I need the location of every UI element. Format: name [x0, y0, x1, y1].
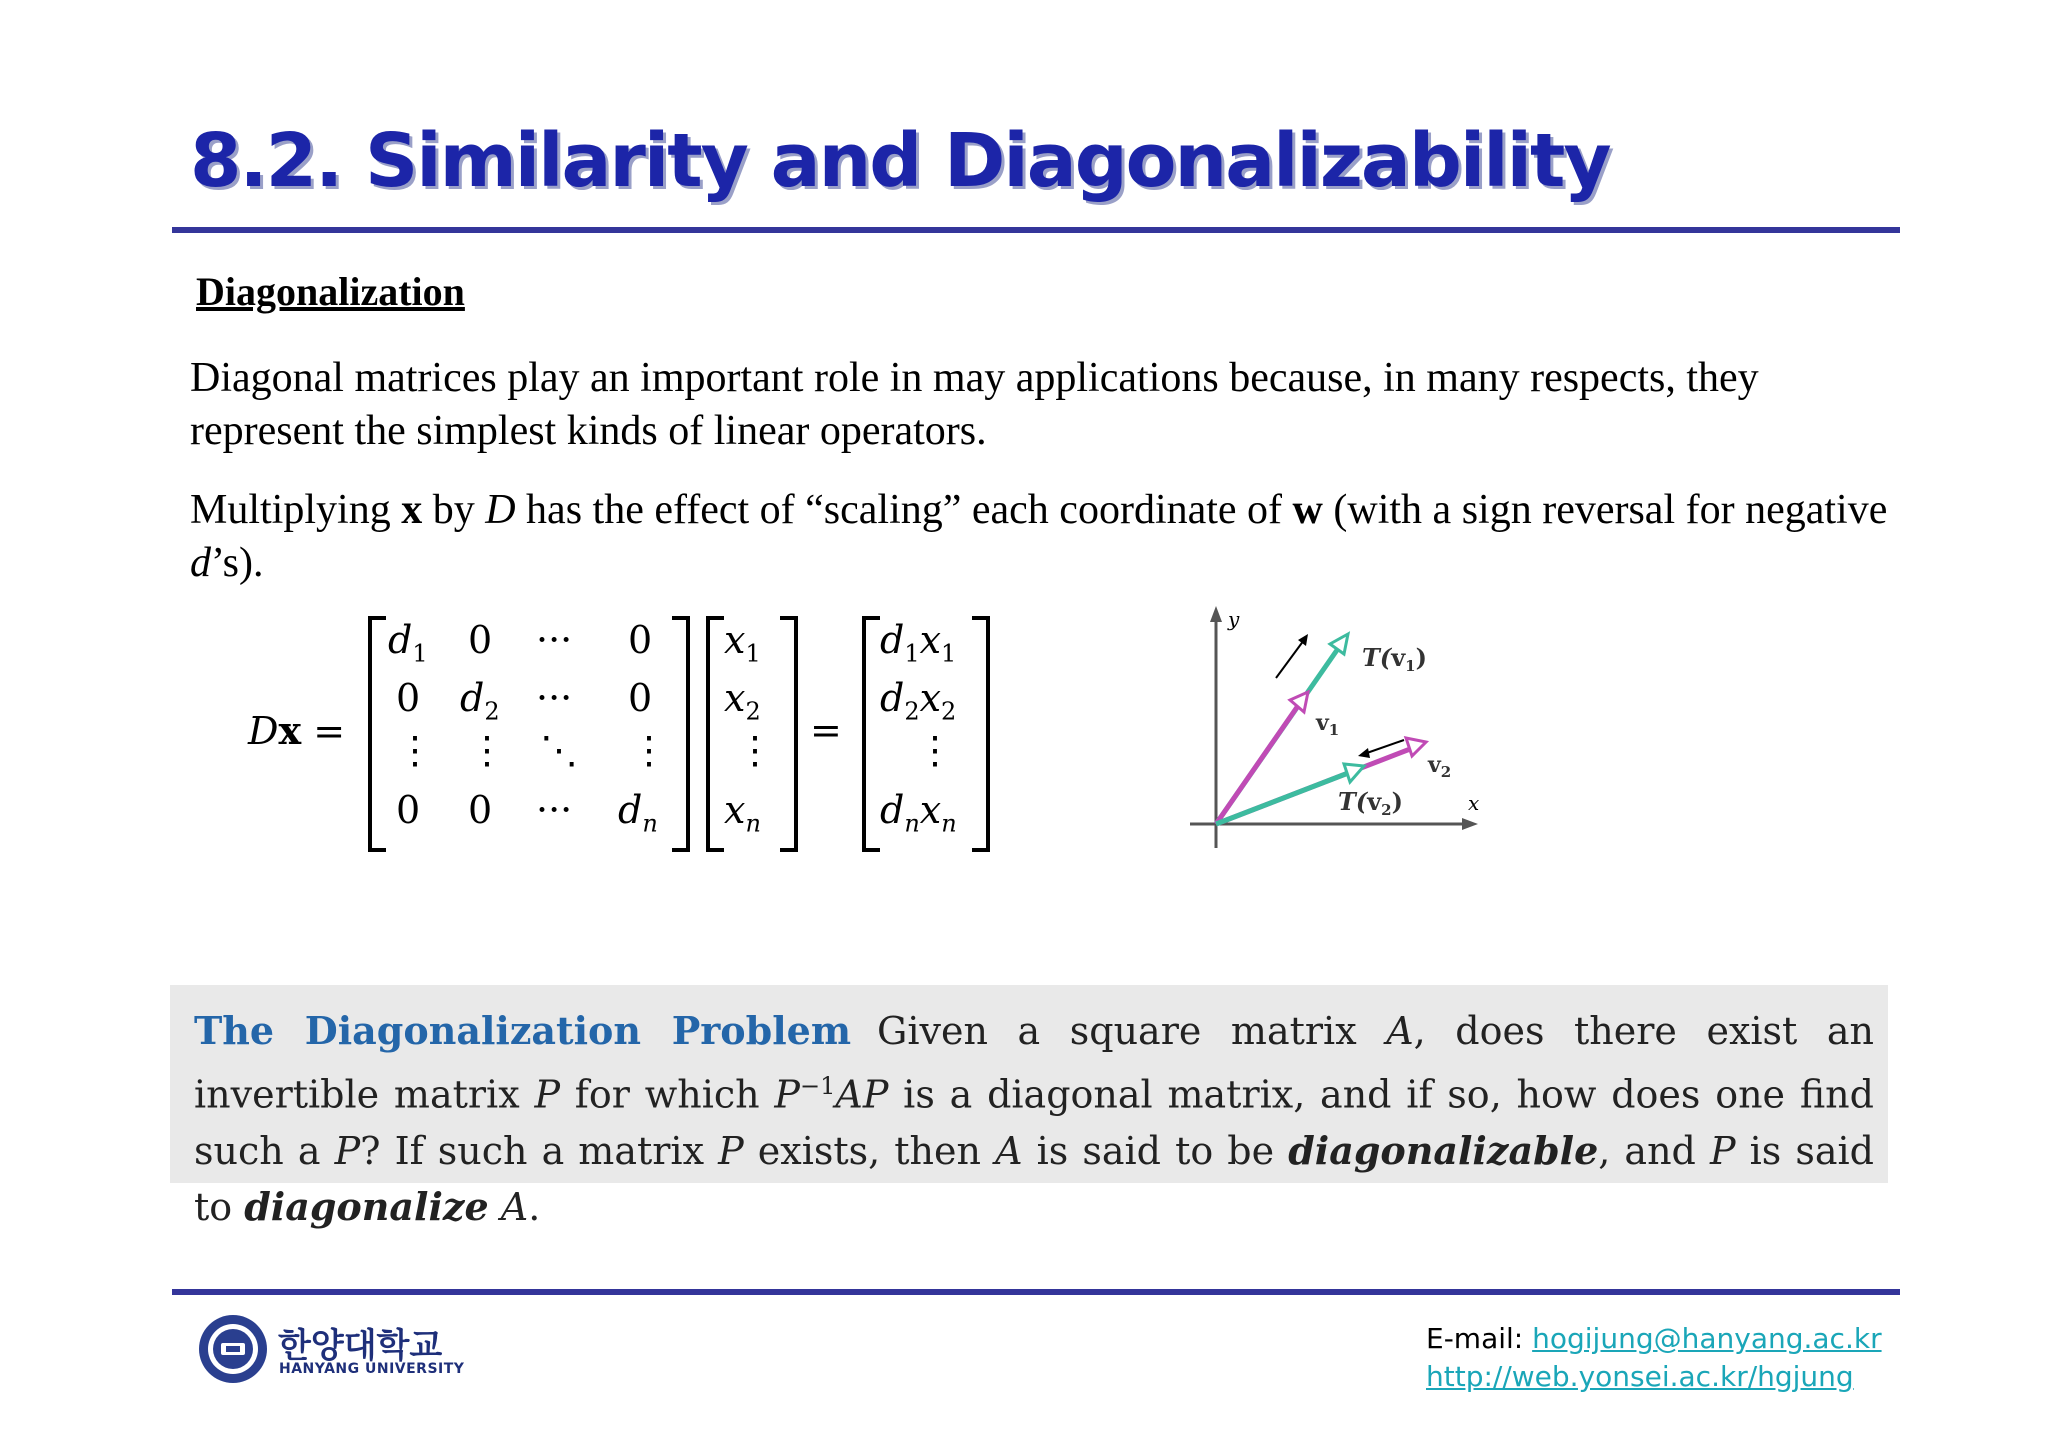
result-cell: $d_2x_2$: [880, 676, 957, 726]
matrix-d-cell: $d_2$: [460, 676, 500, 726]
website-line: [1426, 1358, 1882, 1396]
matrix-d-left-bracket: [368, 616, 386, 852]
term-diagonalizable: diagonalizable: [1288, 1127, 1599, 1173]
diagonal-equation: [240, 610, 1000, 860]
x-axis-label: x: [1468, 791, 1480, 815]
matrix-d-cell: 0: [468, 788, 493, 832]
Tv1-arrowhead: [1330, 634, 1348, 654]
v1-label: $v_1$: [1316, 710, 1340, 739]
result-cell: ⋮: [916, 728, 954, 772]
university-name-english: HANYANG UNIVERSITY: [279, 1361, 465, 1377]
Tv2-label: $T(v_2)$: [1338, 787, 1403, 819]
y-axis-arrowhead: [1210, 606, 1222, 622]
footer-divider: [172, 1289, 1900, 1295]
equals-sign: =: [810, 708, 842, 752]
stretch-indicator-head: [1298, 634, 1308, 646]
equation-lhs: Dx =: [248, 708, 346, 753]
vector-x-left-bracket: [706, 616, 724, 852]
vector-x-cell: $x_2$: [724, 676, 761, 726]
matrix-d-cell: $d_n$: [618, 788, 658, 838]
eigenvector-figure: [1180, 600, 1500, 860]
vector-x-right-bracket: [780, 616, 798, 852]
matrix-d-cell: ⋮: [468, 728, 506, 772]
vector-x-cell: $x_n$: [724, 788, 761, 838]
vector-x-cell: ⋮: [736, 728, 774, 772]
matrix-d-cell: $d_1$: [388, 618, 428, 668]
matrix-d-cell: 0: [396, 676, 421, 720]
matrix-d-cell: 0: [396, 788, 421, 832]
matrix-d-cell: ···: [536, 618, 573, 662]
email-line: [1426, 1320, 1882, 1358]
matrix-d-cell: ⋮: [630, 728, 668, 772]
problem-statement: The Diagonalization Problem Given a square matrix A, does there exist an invertible matrix P for which $P^{-1}AP$ is a diagonal matrix, and if so, how does one find such a P? If such a matrix P exists, then A is said to be diagonalizable, and P is said to diagonalize A.: [194, 1008, 1875, 1229]
matrix-d-cell: 0: [628, 676, 653, 720]
matrix-d-cell: ⋮: [396, 728, 434, 772]
result-left-bracket: [862, 616, 880, 852]
problem-title: The Diagonalization Problem: [194, 1008, 852, 1053]
y-axis-label: y: [1228, 607, 1240, 631]
email-label: E-mail:: [1426, 1322, 1533, 1355]
header-divider: [172, 227, 1900, 233]
website-link[interactable]: http://web.yonsei.ac.kr/hgjung: [1426, 1360, 1854, 1393]
v2-arrowhead: [1406, 738, 1426, 756]
Tv2-arrowhead: [1344, 764, 1364, 782]
section-heading: Diagonalization: [196, 269, 465, 314]
result-cell: $d_nx_n$: [880, 788, 957, 838]
term-diagonalize: diagonalize: [244, 1183, 489, 1229]
university-seal-logo: [197, 1313, 269, 1385]
matrix-d-cell: ···: [536, 788, 573, 832]
shrink-indicator-head: [1358, 748, 1370, 758]
paragraph-scaling: Multiplying x by D has the effect of “scaling” each coordinate of w (with a sign reversal for negative d’s).: [190, 487, 1888, 586]
v2-label: $v_2$: [1428, 752, 1452, 781]
vector-x-cell: $x_1$: [724, 618, 761, 668]
diagonalization-problem-box: [170, 985, 1888, 1229]
v1-arrowhead: [1290, 692, 1308, 712]
x-axis-arrowhead: [1462, 818, 1478, 830]
paragraph-intro: Diagonal matrices play an important role in may applications because, in many respects, they represent the simplest kinds of linear operators.: [190, 355, 1759, 454]
stretch-indicator-arrow: [1276, 640, 1304, 678]
matrix-d-cell: ⋱: [540, 728, 578, 772]
contact-info: [1426, 1320, 1882, 1396]
result-cell: $d_1x_1$: [880, 618, 957, 668]
matrix-d-cell: 0: [468, 618, 493, 662]
matrix-d-right-bracket: [672, 616, 690, 852]
result-right-bracket: [972, 616, 990, 852]
university-name-korean: 한양대학교: [278, 1326, 443, 1366]
matrix-d-cell: ···: [536, 676, 573, 720]
page-title: 8.2. Similarity and Diagonalizability: [190, 118, 1610, 204]
Tv1-label: $T(v_1)$: [1362, 643, 1427, 675]
email-link[interactable]: hogijung@hanyang.ac.kr: [1532, 1322, 1882, 1355]
matrix-d-cell: 0: [628, 618, 653, 662]
